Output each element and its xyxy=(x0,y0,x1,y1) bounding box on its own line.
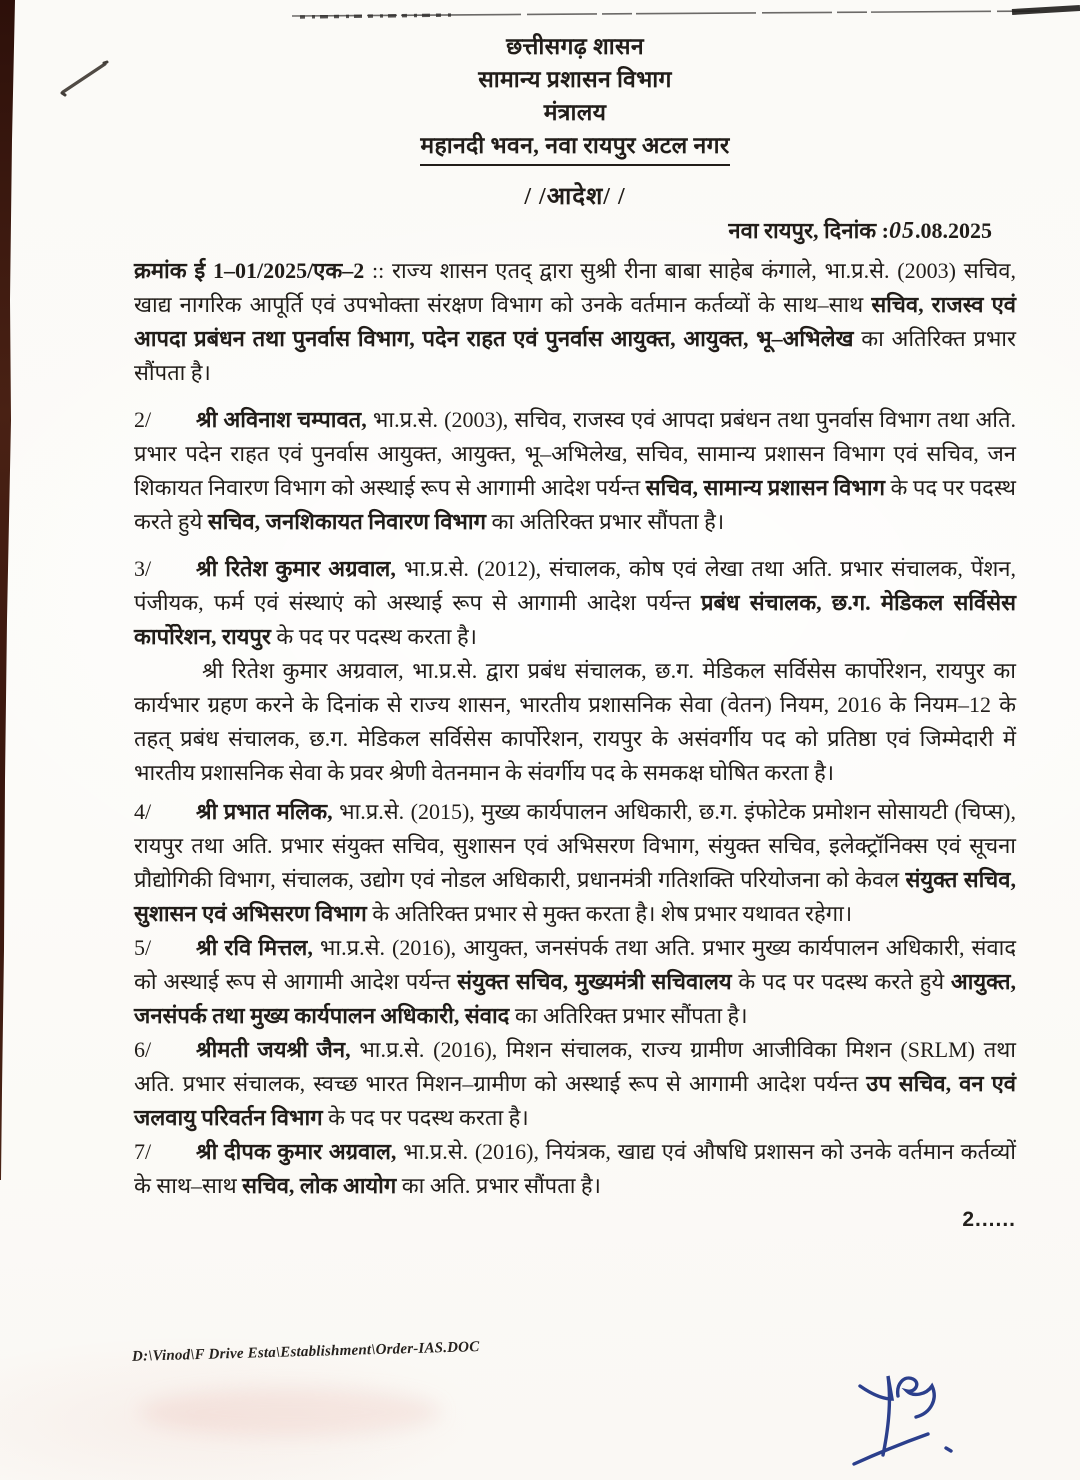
paragraph xyxy=(134,795,1016,931)
paragraph-text: का अतिरिक्त प्रभार सौंपता है। xyxy=(134,326,1016,385)
paragraph-number: 6/ xyxy=(134,1037,152,1062)
paragraph-text: भा.प्र.से. (2016), मिशन संचालक, राज्य ग्रामीण आजीविका मिशन (SRLM) तथा अति. प्रभार संचालक, स्वच्छ भारत मिशन–ग्रामीण को अस्थाई रूप से आगामी आदेश पर्यन्त xyxy=(134,1037,1017,1096)
header-department: सामान्य प्रशासन विभाग xyxy=(478,67,672,92)
paragraph xyxy=(134,403,1016,539)
paragraph-text-bold: प्रबंध संचालक, छ.ग. मेडिकल सर्विसेस कार्पोरेशन, रायपुर xyxy=(134,590,1016,649)
paragraph-number: 5/ xyxy=(134,935,152,960)
scan-edge-top-line xyxy=(0,0,1080,26)
paragraph-text-bold: श्री रवि मित्तल, xyxy=(196,935,313,960)
paragraph-text-bold: श्री अविनाश चम्पावत, xyxy=(196,407,367,432)
paragraph-text-bold: संयुक्त सचिव, मुख्यमंत्री सचिवालय xyxy=(457,969,732,994)
paragraph xyxy=(134,552,1016,654)
paragraph xyxy=(134,1033,1016,1135)
paragraph-text-bold: श्री प्रभात मलिक, xyxy=(196,799,333,824)
paragraph-text-bold: संयुक्त सचिव, सुशासन एवं अभिसरण विभाग xyxy=(134,867,1016,926)
order-title: / /आदेश/ / xyxy=(524,184,626,210)
paragraph-text-bold: सचिव, लोक आयोग xyxy=(242,1173,397,1198)
footer-file-path: D:\Vinod\F Drive Esta\Establishment\Order-IAS.DOC xyxy=(131,1339,480,1365)
paragraph-text: भा.प्र.से. (2015), मुख्य कार्यपालन अधिकारी, छ.ग. इंफोटेक प्रमोशन सोसायटी (चिप्स), रायपुर तथा अति. प्रभार संयुक्त सचिव, सुशासन एवं अभिसरण विभाग, संयुक्त सचिव, इलेक्ट्रॉनिक्स एवं सूचना प्रौद्योगिकी विभाग, संचालक, उद्योग एवं नोडल अधिकारी, प्रधानमंत्री गतिशक्ति परियोजना को केवल xyxy=(134,799,1016,892)
paragraph-text: का अतिरिक्त प्रभार सौंपता है। xyxy=(509,1003,748,1028)
paragraph-text: भा.प्र.से. (2012), संचालक, कोष एवं लेखा तथा अति. प्रभार संचालक, पेंशन, पंजीयक, फर्म एवं संस्थाएं को अस्थाई रूप से आगामी आदेश पर्यन्त xyxy=(134,556,1017,615)
paragraph-text: भा.प्र.से. (2016), नियंत्रक, खाद्य एवं औषधि प्रशासन को उनके वर्तमान कर्तव्यों के साथ–साथ xyxy=(134,1139,1016,1198)
paragraph-text-bold: सचिव, राजस्व एवं आपदा प्रबंधन तथा पुनर्वास विभाग, पदेन राहत एवं पुनर्वास आयुक्त, आयुक्त, भू–अभिलेख xyxy=(134,292,1016,351)
header-address xyxy=(134,129,1016,166)
paragraph-text-bold: आयुक्त, जनसंपर्क तथा मुख्य कार्यपालन अधिकारी, संवाद xyxy=(134,969,1016,1028)
header-government: छत्तीसगढ़ शासन xyxy=(506,34,644,59)
paragraph-text: श्री रितेश कुमार अग्रवाल, भा.प्र.से. द्वारा प्रबंध संचालक, छ.ग. मेडिकल सर्विसेस कार्पोरेशन, रायपुर का कार्यभार ग्रहण करने के दिनांक से राज्य शासन, भारतीय प्रशासनिक सेवा (वेतन) नियम, 2016 के नियम–12 के तहत् प्रबंध संचालक, छ.ग. मेडिकल सर्विसेस कार्पोरेशन, रायपुर के असंवर्गीय पद को प्रतिष्ठा एवं जिम्मेदारी में भारतीय प्रशासनिक सेवा के प्रवर श्रेणी वेतनमान के संवर्गीय पद के समकक्ष घोषित करता है। xyxy=(134,658,1016,785)
paragraph-text-bold: श्री रितेश कुमार अग्रवाल, xyxy=(196,556,396,581)
scan-edge-left-strip xyxy=(0,0,18,1180)
paragraph xyxy=(134,931,1016,1033)
paragraph-text: का अति. प्रभार सौंपता है। xyxy=(396,1173,601,1198)
paragraph xyxy=(134,1135,1016,1203)
paragraph-text: के पद पर पदस्थ करता है। xyxy=(270,624,477,649)
paragraph xyxy=(134,654,1016,790)
paragraph-text: का अतिरिक्त प्रभार सौंपता है। xyxy=(485,509,725,534)
date-day-handwritten: 05 xyxy=(889,218,915,244)
date-line xyxy=(134,215,1016,245)
paragraph xyxy=(134,254,1016,390)
paragraph-text: के पद पर पदस्थ करते हुये xyxy=(134,475,1016,534)
paragraph-text-bold: उप सचिव, वन एवं जलवायु परिवर्तन विभाग xyxy=(134,1071,1016,1130)
page-continuation-marker: 2...... xyxy=(962,1208,1016,1231)
date-label: नवा रायपुर, दिनांक : xyxy=(728,218,889,243)
paragraph-text: के अतिरिक्त प्रभार से मुक्त करता है। शेष प्रभार यथावत रहेगा। xyxy=(366,901,853,926)
scan-smudge xyxy=(140,1388,440,1436)
paragraph-number: 2/ xyxy=(134,407,152,432)
header-ministry: मंत्रालय xyxy=(543,100,607,125)
paragraphs xyxy=(134,254,1016,1203)
paragraph-text-bold: श्री दीपक कुमार अग्रवाल, xyxy=(196,1139,397,1164)
paragraph-text-bold: सचिव, सामान्य प्रशासन विभाग xyxy=(645,475,885,500)
paragraph-text-bold: श्रीमती जयश्री जैन, xyxy=(196,1037,351,1062)
paragraph-number: 3/ xyxy=(134,556,152,581)
paragraph-text: के पद पर पदस्थ करता है। xyxy=(322,1105,529,1130)
paragraph-text-bold: सचिव, जनशिकायत निवारण विभाग xyxy=(207,509,486,534)
paragraph-text-bold: क्रमांक ई 1–01/2025/एक–2 xyxy=(134,258,365,283)
paragraph-text: भा.प्र.से. (2003), सचिव, राजस्व एवं आपदा प्रबंधन तथा पुनर्वास विभाग तथा अति. प्रभार पदेन राहत एवं पुनर्वास आयुक्त, आयुक्त, भू–अभिलेख, सचिव, सामान्य प्रशासन विभाग एवं सचिव, जन शिकायत निवारण विभाग को अस्थाई रूप से आगामी आदेश पर्यन्त xyxy=(134,407,1016,500)
date-rest: .08.2025 xyxy=(915,218,992,243)
paragraph-number: 7/ xyxy=(134,1139,152,1164)
paragraph-text: :: राज्य शासन एतद् द्वारा सुश्री रीना बाबा साहेब कंगाले, भा.प्र.से. (2003) सचिव, खाद्य नागरिक आपूर्ति एवं उपभोक्ता संरक्षण विभाग को उनके वर्तमान कर्तव्यों के साथ–साथ xyxy=(134,258,1016,317)
paragraph-number: 4/ xyxy=(134,799,152,824)
paragraph-text: के पद पर पदस्थ करते हुये xyxy=(731,969,951,994)
pen-tick-mark xyxy=(56,52,116,100)
paragraph-text: भा.प्र.से. (2016), आयुक्त, जनसंपर्क तथा अति. प्रभार मुख्य कार्यपालन अधिकारी, संवाद को अस्थाई रूप से आगामी आदेश पर्यन्त xyxy=(134,935,1016,994)
signature xyxy=(848,1358,988,1478)
header-address-text: महानदी भवन, नवा रायपुर अटल नगर xyxy=(420,129,729,166)
